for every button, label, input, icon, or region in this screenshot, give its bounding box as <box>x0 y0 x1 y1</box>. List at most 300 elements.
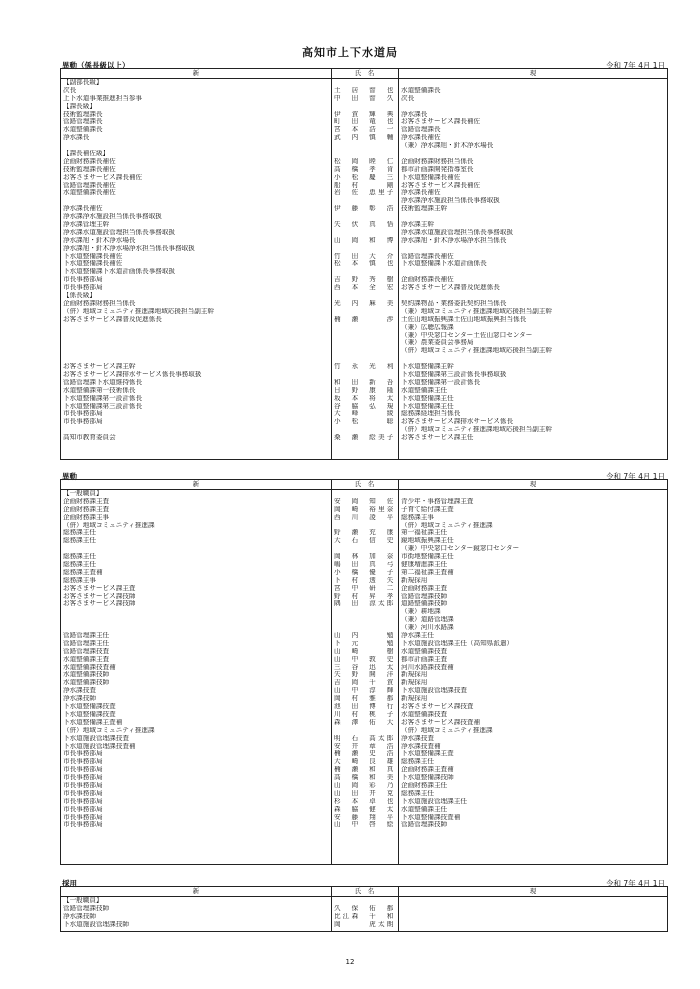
position-line: （併）地域コミュニティ推進課 <box>401 521 493 529</box>
position-line: 企画財務課主査 <box>63 505 110 513</box>
person-name: 楠 瀬 渉 <box>334 315 396 323</box>
person-name: 大 崎 良 雄 <box>334 758 396 766</box>
position-line: 市街地整備課主任 <box>401 553 454 561</box>
position-line: 下水道整備課技査補 <box>401 813 461 821</box>
position-line: お客さまサービス課排水サービス係長 <box>401 418 514 426</box>
position-line: （併）地域コミュニティ推進課 <box>401 726 493 734</box>
person-name: 桑 瀬 絵美子 <box>334 434 396 442</box>
person-name <box>334 339 396 347</box>
person-name: 安 藤 翔 平 <box>334 813 396 821</box>
person-name <box>334 150 396 158</box>
person-name: 武 内 慎 輔 <box>334 134 396 142</box>
position-line: 管路管理課技査 <box>63 647 110 655</box>
position-line: 総務課経理担当係長 <box>401 410 461 418</box>
position-line: 下水道整備課長補佐 <box>401 173 461 181</box>
position-line: 市長事務部局 <box>63 789 103 797</box>
position-line: 下水道整備課第三設計係長 <box>63 402 143 410</box>
position-line: 下水道施設管理課技査 <box>401 687 467 695</box>
position-line: 下水道整備課第一設計係長 <box>63 394 143 402</box>
position-line: 浄水課旭・針木浄水場浄水担当係長事務取扱 <box>63 244 195 252</box>
header-new: 新 <box>192 69 200 77</box>
new-position-column <box>63 897 329 929</box>
position-line: 下水道整備課第三設計係長事務取扱 <box>401 370 507 378</box>
person-name: 山 中 啓 絵 <box>334 821 396 829</box>
person-name: 坂 本 将 太 <box>334 394 396 402</box>
position-line: 企画財務課主査 <box>401 584 448 592</box>
person-name: 竹 田 大 介 <box>334 252 396 260</box>
position-line: 市長事務部局 <box>63 805 103 813</box>
person-name: 山 中 敦 史 <box>334 655 396 663</box>
person-name: 和 田 新 吾 <box>334 378 396 386</box>
position-line: 技術監理課長 <box>63 110 103 118</box>
position-line: 水道整備課長補佐 <box>63 189 116 197</box>
person-name: 小 松 聡 <box>334 418 396 426</box>
position-line: （兼）中央窓口センター鏡窓口センター <box>401 545 520 553</box>
header-current: 現 <box>529 69 537 77</box>
position-line <box>63 142 329 150</box>
position-line: （併）地域コミュニティ推進課地域応援担当副主幹 <box>401 426 552 434</box>
section-label: 異動 <box>62 472 77 481</box>
name-column <box>334 79 396 442</box>
position-line: 総務課主任 <box>63 553 96 561</box>
position-line: 技術監理課長補佐 <box>63 165 116 173</box>
person-name: 久 保 佑 都 <box>334 904 396 912</box>
current-position-column <box>401 79 667 442</box>
position-line: 【課長補佐級】 <box>63 150 110 158</box>
name-column <box>334 490 396 829</box>
person-name: 森 澤 佑 大 <box>334 718 396 726</box>
position-line: 浄水課長 <box>401 110 428 118</box>
position-line: 浄水課技査補 <box>401 742 441 750</box>
position-line <box>63 332 329 340</box>
position-line <box>63 608 329 616</box>
person-name: 宮 本 浩 一 <box>334 126 396 134</box>
person-name <box>334 213 396 221</box>
position-line: 総務課主任 <box>63 537 96 545</box>
position-line: 下水道施設管理課技師 <box>63 920 129 928</box>
position-line: 浄水課長補佐 <box>63 205 103 213</box>
person-name <box>334 616 396 624</box>
position-line: 水道整備課技師 <box>63 671 110 679</box>
position-line: 浄水課管理主幹 <box>63 221 110 229</box>
position-line: 浄水課長 <box>63 134 90 142</box>
position-line: 浄水課水道施設管理担当係長事務取扱 <box>401 228 514 236</box>
position-line: 【副部長級】 <box>63 79 103 86</box>
person-name: 吉 野 秀 樹 <box>334 276 396 284</box>
position-line: 下水道整備課第一設計係長 <box>401 378 481 386</box>
header-current: 現 <box>529 887 537 895</box>
position-line: 【係長級】 <box>63 292 96 300</box>
person-name: 岡 林 加 奈 <box>334 553 396 561</box>
person-name <box>334 308 396 316</box>
position-line: 【一般職員】 <box>63 897 103 904</box>
person-name <box>334 103 396 111</box>
page-title: 高知市上下水道局 <box>302 46 398 59</box>
position-line: 契約課物品・業務委託契約担当係長 <box>401 299 507 307</box>
person-name: 岡 崎 裕里奈 <box>334 505 396 513</box>
position-line: 下水道整備課技師 <box>401 774 454 782</box>
position-line: 市長事務部局 <box>63 774 103 782</box>
position-line: 青少年・事務管理課主査 <box>401 497 474 505</box>
person-name: 安 岡 知 佐 <box>334 497 396 505</box>
position-line: 管路管理課長補佐 <box>401 252 454 260</box>
person-name: 杉 本 卓 也 <box>334 797 396 805</box>
person-name <box>334 292 396 300</box>
transfer-table <box>60 68 668 460</box>
position-line: 次長 <box>63 86 77 94</box>
position-line: 下水道施設管理課主任 <box>401 797 467 805</box>
position-line: （兼）道路管理課 <box>401 616 454 624</box>
person-name <box>334 897 396 905</box>
position-line: 【課長級】 <box>63 102 96 110</box>
position-line: 新規採用 <box>401 671 428 679</box>
position-line: 市長事務部局 <box>63 758 103 766</box>
position-line: お客さまサービス課普及促進係長 <box>401 284 500 292</box>
new-position-column <box>63 490 329 829</box>
position-line: 総務課主任 <box>63 529 96 537</box>
person-name: 船 村 剛 <box>334 181 396 189</box>
position-line: 浄水課長補佐 <box>401 189 441 197</box>
position-line: 浄水課旭・針木浄水場浄水担当係長 <box>401 236 507 244</box>
position-line: （兼）耕地課 <box>401 608 441 616</box>
section-date: 令和 7年 4月 1日 <box>606 879 665 888</box>
position-line: 新規採用 <box>401 679 428 687</box>
position-line: 高知市教育委員会 <box>63 434 116 442</box>
position-line: 浄水課長補佐 <box>401 134 441 142</box>
position-line: お客さまサービス課主幹 <box>63 363 136 371</box>
position-line: 総務課主事 <box>401 513 434 521</box>
position-line: 市長事務部局 <box>63 276 103 284</box>
person-name: 川 村 桃 子 <box>334 710 396 718</box>
position-line: 下水道整備課主任 <box>401 402 454 410</box>
position-line: 市長事務部局 <box>63 797 103 805</box>
position-line: 管路管理課技師 <box>401 821 448 829</box>
position-line: 市長事務部局 <box>63 284 103 292</box>
position-line: 水道整備課技査 <box>401 647 448 655</box>
person-name <box>334 490 396 498</box>
person-name: 山 岡 彩 乃 <box>334 781 396 789</box>
position-line: お客さまサービス課技査 <box>401 703 474 711</box>
person-name: 小 橋 優 子 <box>334 568 396 576</box>
header-new: 新 <box>192 480 200 488</box>
position-line <box>63 339 329 347</box>
position-line: 下水道整備課技査 <box>63 703 116 711</box>
position-line <box>401 292 667 300</box>
position-line: （併）地域コミュニティ推進課 <box>63 521 155 529</box>
person-name: 日 野 康 隆 <box>334 386 396 394</box>
position-line <box>401 921 667 929</box>
position-line: 健康増進課主任 <box>401 561 448 569</box>
person-name <box>334 355 396 363</box>
position-line <box>63 545 329 553</box>
person-name: 中 田 智 久 <box>334 94 396 102</box>
person-name <box>334 426 396 434</box>
position-line: （兼）農業委員会事務局 <box>401 339 474 347</box>
position-line: 浄水課浄水施設担当係長事務取扱 <box>63 213 162 221</box>
person-name: 吉 岡 千 賀 <box>334 679 396 687</box>
position-line: 【一般職員】 <box>63 490 103 497</box>
position-line: 都市計画課開発指導室長 <box>401 165 474 173</box>
person-name: 竹 永 光 利 <box>334 363 396 371</box>
person-name: 西 本 全 宏 <box>334 284 396 292</box>
position-line: 市長事務部局 <box>63 821 103 829</box>
person-name <box>334 229 396 237</box>
person-name <box>334 268 396 276</box>
name-column <box>334 897 396 929</box>
position-line: 土佐山地域振興課土佐山地域振興担当係長 <box>401 315 527 323</box>
position-line: 下水道施設管理課技査補 <box>63 742 136 750</box>
person-name: 野 瀬 充 康 <box>334 529 396 537</box>
person-name: 山 崎 樹 <box>334 647 396 655</box>
section-date: 令和 7年 4月 1日 <box>606 472 665 481</box>
position-line: 鏡地域振興課主任 <box>401 537 454 545</box>
person-name: 西 川 凌 平 <box>334 513 396 521</box>
position-line <box>401 905 667 913</box>
person-name <box>334 324 396 332</box>
position-line: 企画財務課主事 <box>63 513 110 521</box>
position-line <box>63 347 329 355</box>
person-name: 三 谷 迅 太 <box>334 663 396 671</box>
position-line: 管路管理課長 <box>401 126 441 134</box>
person-name: 宮 中 研 二 <box>334 584 396 592</box>
position-line: 水道整備課主任 <box>401 805 448 813</box>
position-line: 水道整備課技師 <box>63 679 110 687</box>
header-name: 氏 名 <box>354 480 375 488</box>
person-name: 池 田 博 行 <box>334 703 396 711</box>
current-position-column <box>401 897 667 929</box>
position-line: （兼）河川水路課 <box>401 624 454 632</box>
position-line: 企画財務課長補佐 <box>401 276 454 284</box>
section-label: 異動（係長級以上） <box>62 61 130 70</box>
position-line: お客さまサービス課技査補 <box>401 718 481 726</box>
person-name: 岩 佐 恵里子 <box>334 189 396 197</box>
position-line: 新規採用 <box>401 576 428 584</box>
header-new: 新 <box>192 887 200 895</box>
position-line: 下水道整備課主査補 <box>63 718 123 726</box>
person-name: 隅 田 涼太郎 <box>334 600 396 608</box>
position-line: 総務課主査補 <box>63 568 103 576</box>
position-line <box>401 103 667 111</box>
position-line: 市長事務部局 <box>63 766 103 774</box>
position-line: 道路整備課技師 <box>401 600 448 608</box>
position-line <box>401 913 667 921</box>
position-line <box>401 490 667 498</box>
position-line <box>63 624 329 632</box>
header-current: 現 <box>529 480 537 488</box>
position-line: 総務課主事 <box>63 576 96 584</box>
position-line: お客さまサービス課長補佐 <box>401 181 481 189</box>
person-name <box>334 727 396 735</box>
person-name <box>334 545 396 553</box>
person-name: 大 石 信 史 <box>334 537 396 545</box>
position-line: 市長事務部局 <box>63 410 103 418</box>
person-name <box>334 624 396 632</box>
position-line: 管路管理課主任 <box>63 632 110 640</box>
position-line: 水道整備課技査 <box>401 710 448 718</box>
position-line: 下水道整備課長補佐 <box>63 260 123 268</box>
person-name: 高 橋 孝 肯 <box>334 165 396 173</box>
person-name: 松 本 慎 也 <box>334 260 396 268</box>
position-line: 管路管理課主任 <box>63 639 110 647</box>
header-name: 氏 名 <box>354 69 375 77</box>
position-line <box>401 213 667 221</box>
person-name: 岡 虎太朗 <box>334 920 396 928</box>
position-line: 都市計画課主査 <box>401 655 448 663</box>
position-line: 下水道施設管理課技査 <box>63 734 129 742</box>
position-line <box>401 268 667 276</box>
person-name: 町 田 竜 也 <box>334 118 396 126</box>
position-line: 技術監理課主幹 <box>401 205 448 213</box>
position-line: 総務課主任 <box>401 758 434 766</box>
position-line: （併）地域コミュニティ推進課地域応援担当副主幹 <box>63 307 214 315</box>
position-line: お客さまサービス課技師 <box>63 600 136 608</box>
person-name <box>334 371 396 379</box>
position-line <box>63 324 329 332</box>
current-position-column <box>401 490 667 829</box>
person-name: 山 田 井 克 <box>334 789 396 797</box>
person-name <box>334 142 396 150</box>
position-line: （併）地域コミュニティ推進課 <box>63 726 155 734</box>
position-line <box>401 79 667 87</box>
position-line: 市長事務部局 <box>63 813 103 821</box>
position-line: 水道整備課主任 <box>401 386 448 394</box>
position-line: 水道整備課第一技術係長 <box>63 386 136 394</box>
person-name: 下 元 勉 <box>334 639 396 647</box>
position-line: 浄水課水道施設管理担当係長事務取扱 <box>63 228 176 236</box>
position-line: 企画財務課主査 <box>63 497 110 505</box>
position-line: 浄水課技査 <box>401 734 434 742</box>
person-name: 大 峰 綾 <box>334 410 396 418</box>
person-name: 明 石 高太郎 <box>334 734 396 742</box>
person-name <box>334 245 396 253</box>
position-line: 管路管理課長 <box>63 118 103 126</box>
person-name <box>334 347 396 355</box>
position-line: 水道整備課主査 <box>63 655 110 663</box>
position-line: 水道整備課技査補 <box>63 663 116 671</box>
person-name: 高 橋 和 美 <box>334 774 396 782</box>
person-name <box>334 332 396 340</box>
position-line: 総務課主任 <box>401 789 434 797</box>
position-line: 企画財務課財務担当係長 <box>63 299 136 307</box>
person-name: 松 岡 睦 仁 <box>334 157 396 165</box>
position-line: お客さまサービス課排水サービス係長事務取扱 <box>63 370 202 378</box>
position-line: 市長事務部局 <box>63 418 103 426</box>
position-line: お客さまサービス課長補佐 <box>63 173 143 181</box>
position-line: 市長事務部局 <box>63 750 103 758</box>
position-line <box>63 197 329 205</box>
person-name: 矢 伏 真 悟 <box>334 221 396 229</box>
position-line: お客さまサービス課主査 <box>63 584 136 592</box>
person-name: 森 脇 健 太 <box>334 805 396 813</box>
position-line: 下水道整備課主任 <box>401 394 454 402</box>
person-name: 野 村 昇 孝 <box>334 592 396 600</box>
header-name: 氏 名 <box>354 887 375 895</box>
position-line: お客さまサービス課技師 <box>63 592 136 600</box>
position-line: 企画財務課長補佐 <box>63 157 116 165</box>
position-line: 企画財務課財務担当係長 <box>401 157 474 165</box>
person-name <box>334 522 396 530</box>
position-line: 管路管理課下水道維持係長 <box>63 378 143 386</box>
position-line <box>401 150 667 158</box>
position-line: 上下水道事業推進担当参事 <box>63 94 143 102</box>
position-line: 子育て給付課主査 <box>401 505 454 513</box>
person-name: 小 松 慶 三 <box>334 173 396 181</box>
position-line: 浄水課浄水施設担当係長事務取扱 <box>401 197 500 205</box>
position-line: 浄水課旭・針木浄水場長 <box>63 236 136 244</box>
position-line <box>63 426 329 434</box>
person-name: 山 内 勉 <box>334 632 396 640</box>
position-line: 浄水課主任 <box>401 632 434 640</box>
position-line: 水道整備課長 <box>401 86 441 94</box>
person-name: 比江森 千 和 <box>334 912 396 920</box>
position-line <box>401 355 667 363</box>
position-line: 総務課主任 <box>63 561 96 569</box>
position-line: 第二福祉課主査補 <box>401 568 454 576</box>
position-line: 河川水路課技査補 <box>401 663 454 671</box>
position-line: 下水道整備課主査 <box>401 750 454 758</box>
transfer-table <box>60 479 668 865</box>
table-header <box>61 887 667 897</box>
person-name: 伊 賀 輝 典 <box>334 110 396 118</box>
position-line <box>63 616 329 624</box>
page-number: 12 <box>345 958 355 966</box>
position-line: （兼）浄水課旭・針木浄水場長 <box>401 142 494 150</box>
person-name: 伊 藤 彰 浩 <box>334 205 396 213</box>
position-line: 浄水課技師 <box>63 912 96 920</box>
transfer-table <box>60 886 668 932</box>
position-line: 水道整備課長 <box>63 126 103 134</box>
position-line: 下水道施設管理課主任（高知県派遣） <box>401 639 514 647</box>
position-line: 浄水課技師 <box>63 695 96 703</box>
position-line: （兼）広聴広報課 <box>401 323 454 331</box>
section-date: 令和 7年 4月 1日 <box>606 61 665 70</box>
position-line <box>401 245 667 253</box>
person-name: 安 井 章 浩 <box>334 742 396 750</box>
position-line: 新規採用 <box>401 695 428 703</box>
position-line <box>63 355 329 363</box>
person-name <box>334 197 396 205</box>
person-name: 楠 瀬 史 浩 <box>334 750 396 758</box>
position-line: お客さまサービス課普及促進係長 <box>63 315 162 323</box>
section-label: 採用 <box>62 879 77 888</box>
position-line: お客さまサービス課長補佐 <box>401 118 481 126</box>
position-line: 下水道整備課下水道計画係長事務取扱 <box>63 268 176 276</box>
position-line: 下水道整備課長補佐 <box>63 252 123 260</box>
person-name: 岡 村 雅 都 <box>334 695 396 703</box>
position-line: 浄水課技査 <box>63 687 96 695</box>
person-name: 土 居 智 也 <box>334 86 396 94</box>
person-name <box>334 608 396 616</box>
person-name: 矢 野 開 洋 <box>334 671 396 679</box>
position-line: お客さまサービス課主任 <box>401 434 474 442</box>
position-line: 企画財務課主査補 <box>401 766 454 774</box>
position-line <box>401 897 667 905</box>
position-line: （兼）地域コミュニティ推進課地域応援担当副主幹 <box>401 307 552 315</box>
new-position-column <box>63 79 329 442</box>
position-line: 管路管理課長補佐 <box>63 181 116 189</box>
position-line: 浄水課主幹 <box>401 221 434 229</box>
position-line: 次長 <box>401 94 415 102</box>
person-name: 光 内 麻 美 <box>334 299 396 307</box>
position-line: 管路管理課技師 <box>63 904 110 912</box>
position-line: 第一福祉課主任 <box>401 529 448 537</box>
position-line: （併）地域コミュニティ推進課地域応援担当副主幹 <box>401 347 552 355</box>
position-line: 管路管理課技師 <box>401 592 448 600</box>
position-line: 下水道整備課下水道計画係長 <box>401 260 487 268</box>
person-name: 谷 脇 弘 規 <box>334 402 396 410</box>
person-name <box>334 79 396 87</box>
position-line: 下水道整備課主幹 <box>401 363 454 371</box>
